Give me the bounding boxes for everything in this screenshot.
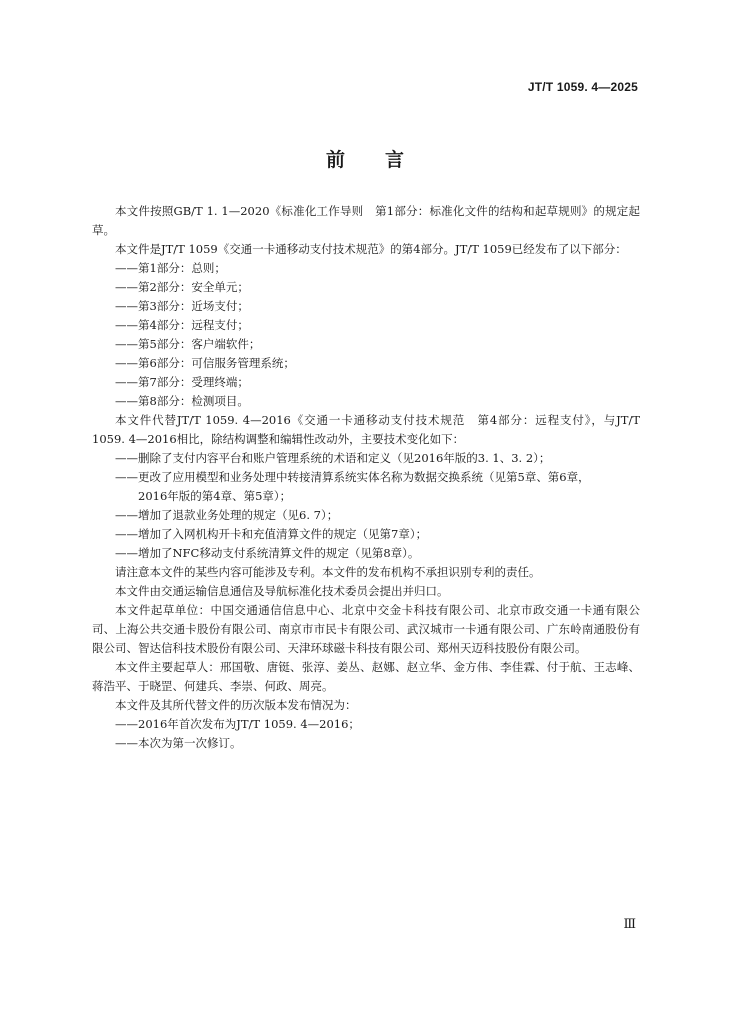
standard-code: JT/T 1059. 4—2025 [527, 80, 638, 94]
list-item-part-8: ——第8部分：检测项目。 [115, 394, 249, 408]
list-item-change-4: ——增加了入网机构开卡和充值清算文件的规定（见第7章）； [115, 527, 428, 541]
paragraph-history-intro: 本文件及其所代替文件的历次版本发布情况为： [115, 698, 357, 712]
paragraph-drafters: 本文件主要起草人：邢国敬、唐铤、张淳、姜丛、赵娜、赵立华、金方伟、李佳霖、付于航、王志峰、蒋浩平、于晓罡、何建兵、李崇、何政、周亮。 [92, 660, 640, 693]
list-item-change-1: ——删除了支付内容平台和账户管理系统的术语和定义（见2016年版的3. 1、3. 2）； [115, 451, 551, 465]
list-item-part-4: ——第4部分：远程支付； [115, 318, 249, 332]
paragraph-drafting-units: 本文件起草单位：中国交通通信信息中心、北京中交金卡科技有限公司、北京市政交通一卡通有限公司、上海公共交通卡股份有限公司、南京市市民卡有限公司、武汉城市一卡通有限公司、广东岭南通股份有限公司、智达信科技术股份有限公司、天津环球磁卡科技有限公司、郑州天迈科技股份有限公司。 [92, 603, 640, 655]
page-title [0, 145, 730, 172]
list-item-change-2-continued: 2016年版的第4章、第5章）； [138, 489, 292, 503]
paragraph-proposer: 本文件由交通运输信息通信及导航标准化技术委员会提出并归口。 [115, 584, 449, 598]
list-item-change-5: ——增加了NFC移动支付系统清算文件的规定（见第8章）。 [115, 546, 420, 560]
list-item-change-3: ——增加了退款业务处理的规定（见6. 7）； [115, 508, 339, 522]
title-char-2: 言 [385, 149, 405, 171]
list-item-part-1: ——第1部分：总则； [115, 261, 226, 275]
list-item-part-5: ——第5部分：客户端软件； [115, 337, 261, 351]
list-item-part-3: ——第3部分：近场支付； [115, 299, 249, 313]
paragraph-patent-notice: 请注意本文件的某些内容可能涉及专利。本文件的发布机构不承担识别专利的责任。 [115, 565, 541, 579]
list-item-part-7: ——第7部分：受理终端； [115, 375, 249, 389]
paragraph-replaces: 本文件代替JT/T 1059. 4—2016《交通一卡通移动支付技术规范 第4部分：远程支付》，与JT/T 1059. 4—2016相比，除结构调整和编辑性改动外，主要技术变化如下： [92, 413, 640, 446]
paragraph-drafting-rules: 本文件按照GB/T 1. 1—2020《标准化工作导则 第1部分：标准化文件的结构和起草规则》的规定起草。 [92, 204, 640, 237]
list-item-part-6: ——第6部分：可信服务管理系统； [115, 356, 295, 370]
paragraph-series-intro: 本文件是JT/T 1059《交通一卡通移动支付技术规范》的第4部分。JT/T 1059已经发布了以下部分： [115, 242, 627, 256]
list-item-change-2: ——更改了应用模型和业务处理中转接清算系统实体名称为数据交换系统（见第5章、第6章， [115, 470, 590, 484]
title-char-1: 前 [325, 149, 345, 171]
page-number: Ⅲ [623, 917, 636, 932]
list-item-part-2: ——第2部分：安全单元； [115, 280, 249, 294]
list-item-history-1: ——2016年首次发布为JT/T 1059. 4—2016； [115, 717, 360, 731]
foreword-body [92, 202, 640, 753]
list-item-history-2: ——本次为第一次修订。 [115, 736, 242, 750]
